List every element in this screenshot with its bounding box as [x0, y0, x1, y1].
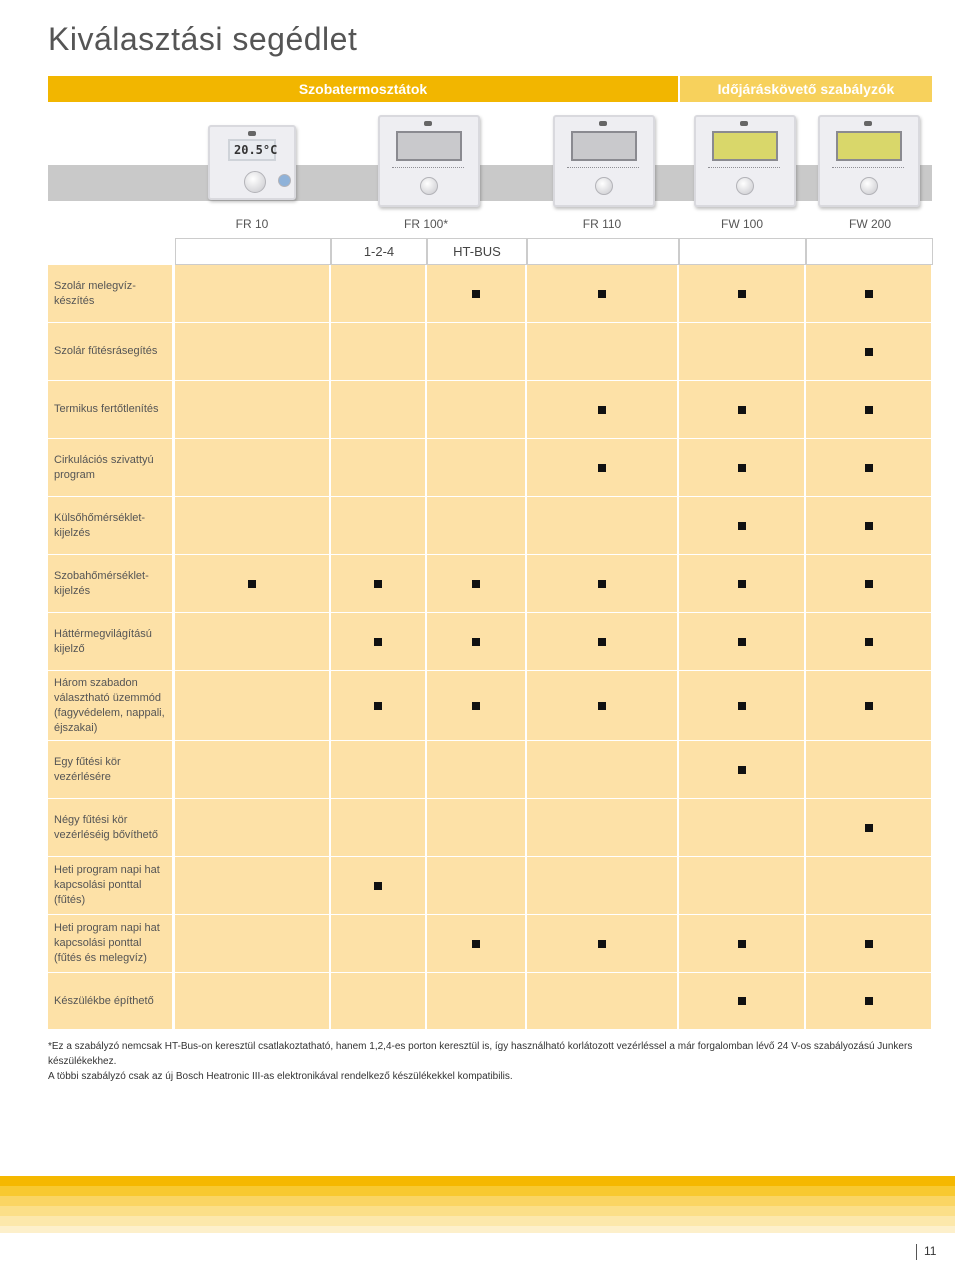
grid-cell — [527, 741, 677, 798]
check-mark-icon — [598, 580, 606, 588]
feature-label: Heti program napi hat kapcsolási ponttal (fűtés és melegvíz) — [48, 915, 172, 972]
check-mark-icon — [738, 997, 746, 1005]
check-mark-icon — [738, 638, 746, 646]
page-number-divider — [916, 1244, 917, 1260]
device-lcd — [836, 131, 902, 161]
check-mark-icon — [865, 348, 873, 356]
check-mark-icon — [472, 290, 480, 298]
decor-stripe — [0, 1206, 955, 1216]
grid-cell — [427, 799, 525, 856]
check-mark-icon — [248, 580, 256, 588]
brand-logo-icon — [864, 121, 872, 126]
page-title: Kiválasztási segédlet — [48, 21, 358, 58]
grid-cell — [679, 857, 804, 914]
bus-cell-empty — [679, 238, 806, 265]
grid-cell — [427, 857, 525, 914]
check-mark-icon — [738, 580, 746, 588]
model-name: FW 100 — [720, 217, 763, 231]
check-mark-icon — [865, 290, 873, 298]
model-name: FR 110 — [582, 217, 622, 231]
grid-cell — [527, 799, 677, 856]
check-mark-icon — [374, 882, 382, 890]
device-image-fw200 — [818, 115, 920, 207]
grid-cell — [175, 973, 329, 1029]
bus-cell-empty — [175, 238, 331, 265]
grid-cell — [175, 741, 329, 798]
check-mark-icon — [738, 290, 746, 298]
footnote: A többi szabályzó csak az új Bosch Heatronic III-as elektronikával rendelkező készülékekkel kompatibilis. — [48, 1071, 513, 1082]
device-shelf — [48, 165, 932, 201]
feature-label: Szolár melegvíz- készítés — [48, 265, 172, 322]
grid-cell — [331, 265, 425, 322]
check-mark-icon — [738, 522, 746, 530]
grid-cell — [527, 323, 677, 380]
check-mark-icon — [738, 464, 746, 472]
grid-cell — [527, 497, 677, 554]
dot-markings — [708, 167, 780, 171]
grid-cell — [427, 741, 525, 798]
grid-cell — [331, 915, 425, 972]
check-mark-icon — [738, 766, 746, 774]
feature-label: Három szabadon választható üzemmód (fagyvédelem, nappali, éjszakai) — [48, 671, 172, 740]
brand-logo-icon — [424, 121, 432, 126]
model-name: FW 200 — [848, 217, 891, 231]
grid-cell — [175, 323, 329, 380]
grid-cell — [175, 613, 329, 670]
page-number: 11 — [924, 1244, 937, 1258]
brand-logo-icon — [740, 121, 748, 126]
grid-cell — [806, 857, 931, 914]
grid-cell — [427, 973, 525, 1029]
header-room-thermostats: Szobatermosztátok — [48, 76, 678, 102]
check-mark-icon — [598, 940, 606, 948]
lcd-readout: 20.5°C — [234, 143, 278, 157]
feature-label: Négy fűtési kör vezérléséig bővíthető — [48, 799, 172, 856]
check-mark-icon — [472, 638, 480, 646]
grid-cell — [175, 265, 329, 322]
dot-markings — [392, 167, 464, 171]
device-image-fw100 — [694, 115, 796, 207]
check-mark-icon — [738, 940, 746, 948]
grid-cell — [175, 857, 329, 914]
check-mark-icon — [598, 290, 606, 298]
dial-knob-icon — [595, 177, 613, 195]
check-mark-icon — [738, 406, 746, 414]
check-mark-icon — [374, 580, 382, 588]
grid-cell — [331, 799, 425, 856]
feature-label: Szobahőmérséklet- kijelzés — [48, 555, 172, 612]
feature-label: Szolár fűtésrásegítés — [48, 323, 172, 380]
bus-cell-empty — [527, 238, 679, 265]
check-mark-icon — [598, 464, 606, 472]
check-mark-icon — [738, 702, 746, 710]
check-mark-icon — [472, 940, 480, 948]
grid-cell — [175, 671, 329, 740]
grid-cell — [679, 799, 804, 856]
brand-logo-icon — [248, 131, 256, 136]
device-lcd — [228, 139, 276, 161]
grid-cell — [427, 381, 525, 438]
grid-cell — [175, 381, 329, 438]
check-mark-icon — [865, 638, 873, 646]
grid-cell — [527, 973, 677, 1029]
grid-cell — [427, 323, 525, 380]
device-lcd — [571, 131, 637, 161]
check-mark-icon — [865, 580, 873, 588]
check-mark-icon — [598, 406, 606, 414]
grid-cell — [806, 741, 931, 798]
check-mark-icon — [865, 522, 873, 530]
grid-cell — [331, 973, 425, 1029]
model-name: FR 10 — [235, 217, 269, 231]
decor-stripe — [0, 1226, 955, 1233]
feature-label: Termikus fertőtlenítés — [48, 381, 172, 438]
bus-type-124: 1-2-4 — [331, 238, 427, 265]
grid-cell — [527, 857, 677, 914]
grid-cell — [427, 497, 525, 554]
grid-cell — [331, 323, 425, 380]
decor-stripe — [0, 1186, 955, 1196]
grid-cell — [331, 497, 425, 554]
decor-stripe — [0, 1196, 955, 1206]
dot-markings — [832, 167, 904, 171]
dial-knob-icon — [244, 171, 266, 193]
footnote: *Ez a szabályzó nemcsak HT-Bus-on keresztül csatlakoztatható, hanem 1,2,4-es porton keresztül is, így használható korlátozott vezérléssel a már forgalomban lévő 24 V-os szabályozású Junkers készülékekhez. — [48, 1041, 913, 1067]
check-mark-icon — [865, 702, 873, 710]
check-mark-icon — [865, 824, 873, 832]
check-mark-icon — [374, 702, 382, 710]
grid-cell — [175, 439, 329, 496]
device-image-fr10 — [208, 125, 296, 200]
dial-knob-icon — [860, 177, 878, 195]
decor-stripe — [0, 1216, 955, 1226]
check-mark-icon — [865, 406, 873, 414]
bus-type-htbus: HT-BUS — [427, 238, 527, 265]
check-mark-icon — [865, 464, 873, 472]
dial-knob-icon — [736, 177, 754, 195]
check-mark-icon — [865, 997, 873, 1005]
check-mark-icon — [472, 702, 480, 710]
dot-markings — [567, 167, 639, 171]
device-lcd — [396, 131, 462, 161]
device-image-fr110 — [553, 115, 655, 207]
grid-cell — [175, 915, 329, 972]
feature-label: Heti program napi hat kapcsolási ponttal (fűtés) — [48, 857, 172, 914]
feature-label: Háttérmegvilágítású kijelző — [48, 613, 172, 670]
feature-label: Cirkulációs szivattyú program — [48, 439, 172, 496]
check-mark-icon — [865, 940, 873, 948]
check-mark-icon — [598, 638, 606, 646]
feature-label: Készülékbe építhető — [48, 973, 172, 1029]
check-mark-icon — [598, 702, 606, 710]
device-image-fr100 — [378, 115, 480, 207]
feature-label: Egy fűtési kör vezérlésére — [48, 741, 172, 798]
grid-cell — [427, 439, 525, 496]
bus-cell-empty — [806, 238, 933, 265]
grid-cell — [175, 799, 329, 856]
header-weather-controllers: Időjáráskövető szabályzók — [680, 76, 932, 102]
brand-logo-icon — [599, 121, 607, 126]
dial-knob-icon — [420, 177, 438, 195]
grid-cell — [331, 439, 425, 496]
feature-label: Külsőhőmérséklet- kijelzés — [48, 497, 172, 554]
check-mark-icon — [472, 580, 480, 588]
model-name: FR 100* — [403, 217, 449, 231]
device-lcd — [712, 131, 778, 161]
grid-cell — [679, 323, 804, 380]
side-button-icon — [278, 174, 291, 187]
grid-cell — [175, 497, 329, 554]
grid-cell — [331, 381, 425, 438]
grid-cell — [331, 741, 425, 798]
decor-stripe — [0, 1176, 955, 1186]
check-mark-icon — [374, 638, 382, 646]
